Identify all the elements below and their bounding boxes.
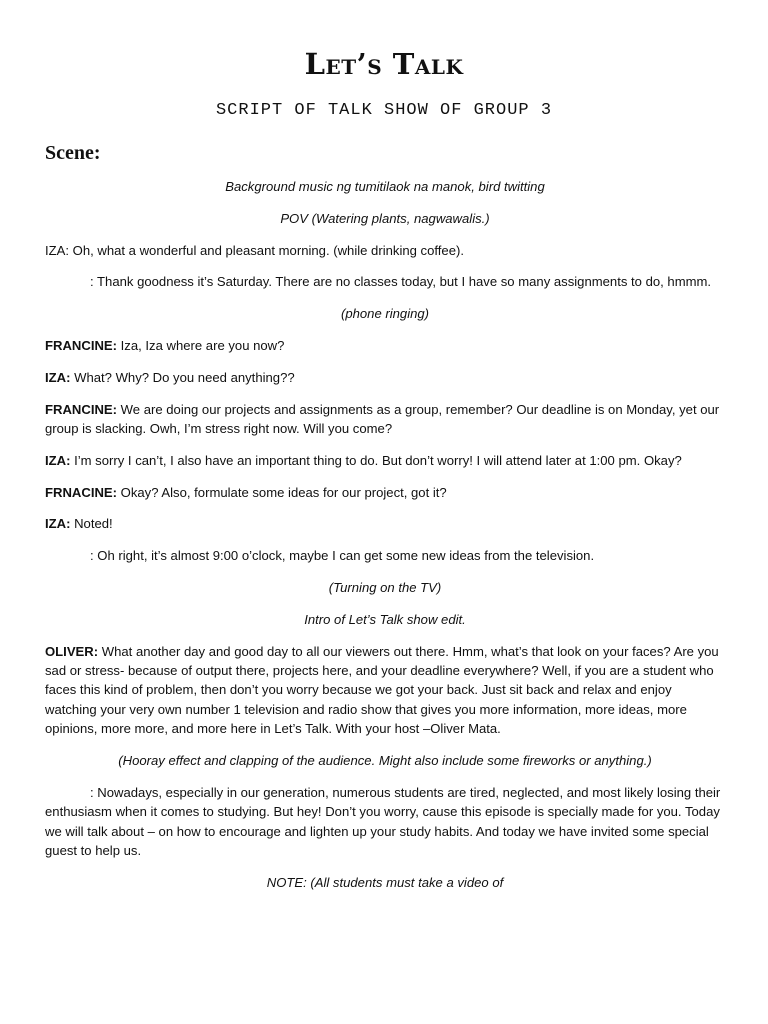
script-line xyxy=(45,368,725,387)
document-subtitle: SCRIPT OF TALK SHOW OF GROUP 3 xyxy=(215,101,553,120)
script-line xyxy=(45,514,725,533)
dialogue-text: What? Why? Do you need anything?? xyxy=(70,369,295,385)
speaker-name: FRNACINE: xyxy=(45,484,118,500)
speaker-name: IZA: xyxy=(45,452,71,468)
stage-direction: Intro of Let’s Talk show edit. xyxy=(304,611,466,627)
dialogue-text: Okay? Also, formulate some ideas for our project, got it? xyxy=(117,484,447,500)
speaker-name: FRANCINE: xyxy=(45,337,118,353)
script-line xyxy=(45,336,725,355)
script-line xyxy=(45,483,725,502)
speaker-name: IZA: xyxy=(45,516,71,532)
script-line xyxy=(45,451,725,470)
script-line-continuation: : Thank goodness it’s Saturday. There are no classes today, but I have so many assignments to do, hmmm. xyxy=(90,274,712,290)
stage-direction: (Turning on the TV) xyxy=(328,579,442,595)
dialogue-text: I’m sorry I can’t, I also have an important thing to do. But don’t worry! I will attend later at 1:00 pm. Okay? xyxy=(70,452,682,468)
dialogue-text: Iza, Iza where are you now? xyxy=(117,337,285,353)
scene-heading: Scene: xyxy=(45,142,101,164)
script-body xyxy=(45,177,725,905)
stage-direction: NOTE: (All students must take a video of xyxy=(266,874,504,890)
document-title: Let’s Talk xyxy=(304,47,464,81)
dialogue-text: Noted! xyxy=(70,516,113,532)
script-line-continuation: : Oh right, it’s almost 9:00 o’clock, maybe I can get some new ideas from the television. xyxy=(90,548,595,564)
dialogue-text: We are doing our projects and assignments as a group, remember? Our deadline is on Monday, yet our group is slacking. Owh, I’m stress right now. Will you come? xyxy=(45,401,720,436)
speaker-name: IZA: xyxy=(45,369,71,385)
stage-direction: Background music ng tumitilaok na manok, bird twitting xyxy=(225,179,545,194)
script-line: IZA: Oh, what a wonderful and pleasant morning. (while drinking coffee). xyxy=(45,242,464,258)
script-line xyxy=(45,642,725,739)
stage-direction: POV (Watering plants, nagwawalis.) xyxy=(280,210,490,226)
stage-direction: (phone ringing) xyxy=(340,306,430,322)
stage-direction: (Hooray effect and clapping of the audience. Might also include some fireworks or anything.) xyxy=(118,752,652,768)
script-line xyxy=(45,400,725,439)
speaker-name: OLIVER: xyxy=(45,643,99,659)
dialogue-text: What another day and good day to all our viewers out there. Hmm, what’s that look on your faces? Are you sad or stress- because of output there, projects here, and your deadline everywhere? Well, if you are a student who faces this kind of problem, then don’t you worry because we got your back. Just sit back and relax and enjoy watching your very own number 1 television and radio show that gives you more information, more ideas, more opinions, more more, and more here in Let’s Talk. With your host –Oliver Mata. xyxy=(45,643,719,737)
script-line-continuation: : Nowadays, especially in our generation, numerous students are tired, neglected, and most likely losing their enthusiasm when it comes to studying. But hey! Don’t you worry, cause this episode is specially made for you. Today we will talk about – on how to encourage and lighten up your study habits. And today we have invited some special guest to help us. xyxy=(45,784,721,858)
speaker-name: FRANCINE: xyxy=(45,401,118,417)
